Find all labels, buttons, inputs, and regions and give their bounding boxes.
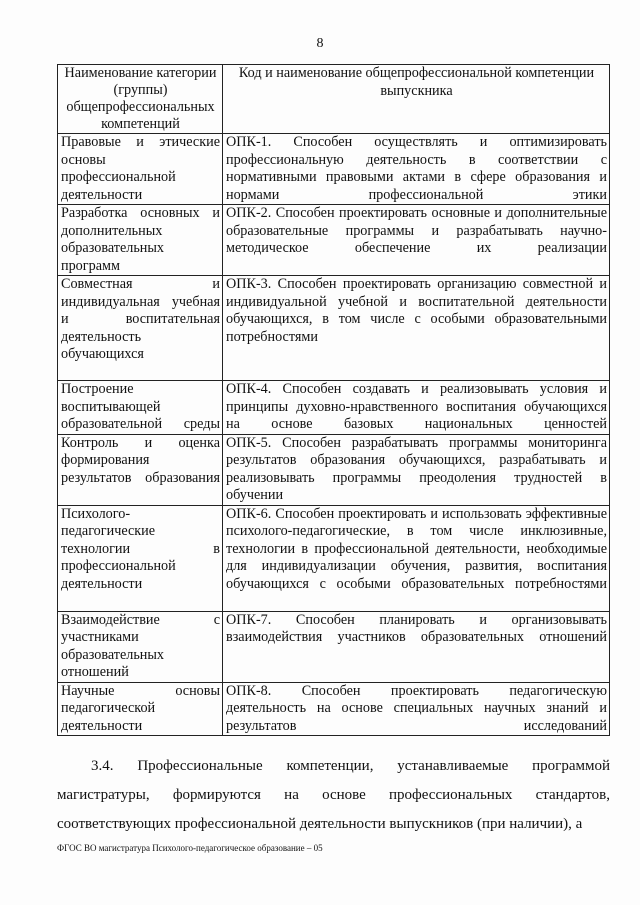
table-row [58, 381, 610, 435]
paragraph-3-4: 3.4. Профессиональные компетенции, устанавливаемые программой магистратуры, формируются на основе профессиональных стандартов, соответствующих профессиональной деятельности выпускников (при наличии), а [57, 758, 610, 832]
category-cell: Научные основы педагогической деятельности [58, 682, 223, 736]
category-cell: Взаимодействие с участниками образовательных отношений [58, 611, 223, 682]
competence-cell: ОПК-6. Способен проектировать и использовать эффективные психолого-педагогические, в том числе инклюзивные, технологии в профессиональной деятельности, необходимые для индивидуализации обучения, развития, воспитания обучающихся с особыми образовательных потребностями [223, 505, 610, 611]
competence-cell: ОПК-8. Способен проектировать педагогическую деятельность на основе специальных научных знаний и результатов исследований [223, 682, 610, 736]
header-category: Наименование категории (группы) общепрофессиональных компетенций [58, 65, 223, 134]
page-number: 8 [316, 36, 324, 51]
competence-table [57, 64, 610, 736]
category-cell: Построение воспитывающей образовательной среды [58, 381, 223, 435]
table-row [58, 134, 610, 205]
table-row [58, 611, 610, 682]
category-cell: Совместная и индивидуальная учебная и воспитательная деятельность обучающихся [58, 276, 223, 381]
category-cell: Правовые и этические основы профессиональной деятельности [58, 134, 223, 205]
table-row [58, 682, 610, 736]
table-row [58, 276, 610, 381]
competence-cell: ОПК-3. Способен проектировать организацию совместной и индивидуальной учебной и воспитательной деятельности обучающихся, в том числе с особыми образовательными потребностями [223, 276, 610, 381]
competence-cell: ОПК-4. Способен создавать и реализовывать условия и принципы духовно-нравственного воспитания обучающихся на основе базовых национальных ценностей [223, 381, 610, 435]
footer-note: ФГОС ВО магистратура Психолого-педагогическое образование – 05 [57, 843, 323, 853]
competence-cell: ОПК-5. Способен разрабатывать программы мониторинга результатов образования обучающихся, разрабатывать и реализовывать программы преодоления трудностей в обучении [223, 434, 610, 505]
table-row [58, 205, 610, 276]
competence-cell: ОПК-2. Способен проектировать основные и дополнительные образовательные программы и разрабатывать научно-методическое обеспечение их реализации [223, 205, 610, 276]
table-header-row [58, 65, 610, 134]
table-row [58, 505, 610, 611]
category-cell: Психолого-педагогические технологии в профессиональной деятельности [58, 505, 223, 611]
category-cell: Разработка основных и дополнительных образовательных программ [58, 205, 223, 276]
header-competence: Код и наименование общепрофессиональной компетенции выпускника [223, 65, 610, 134]
category-cell: Контроль и оценка формирования результатов образования [58, 434, 223, 505]
competence-cell: ОПК-1. Способен осуществлять и оптимизировать профессиональную деятельность в соответствии с нормативными правовыми актами в сфере образования и нормами профессиональной этики [223, 134, 610, 205]
competence-cell: ОПК-7. Способен планировать и организовывать взаимодействия участников образовательных отношений [223, 611, 610, 682]
table-row [58, 434, 610, 505]
